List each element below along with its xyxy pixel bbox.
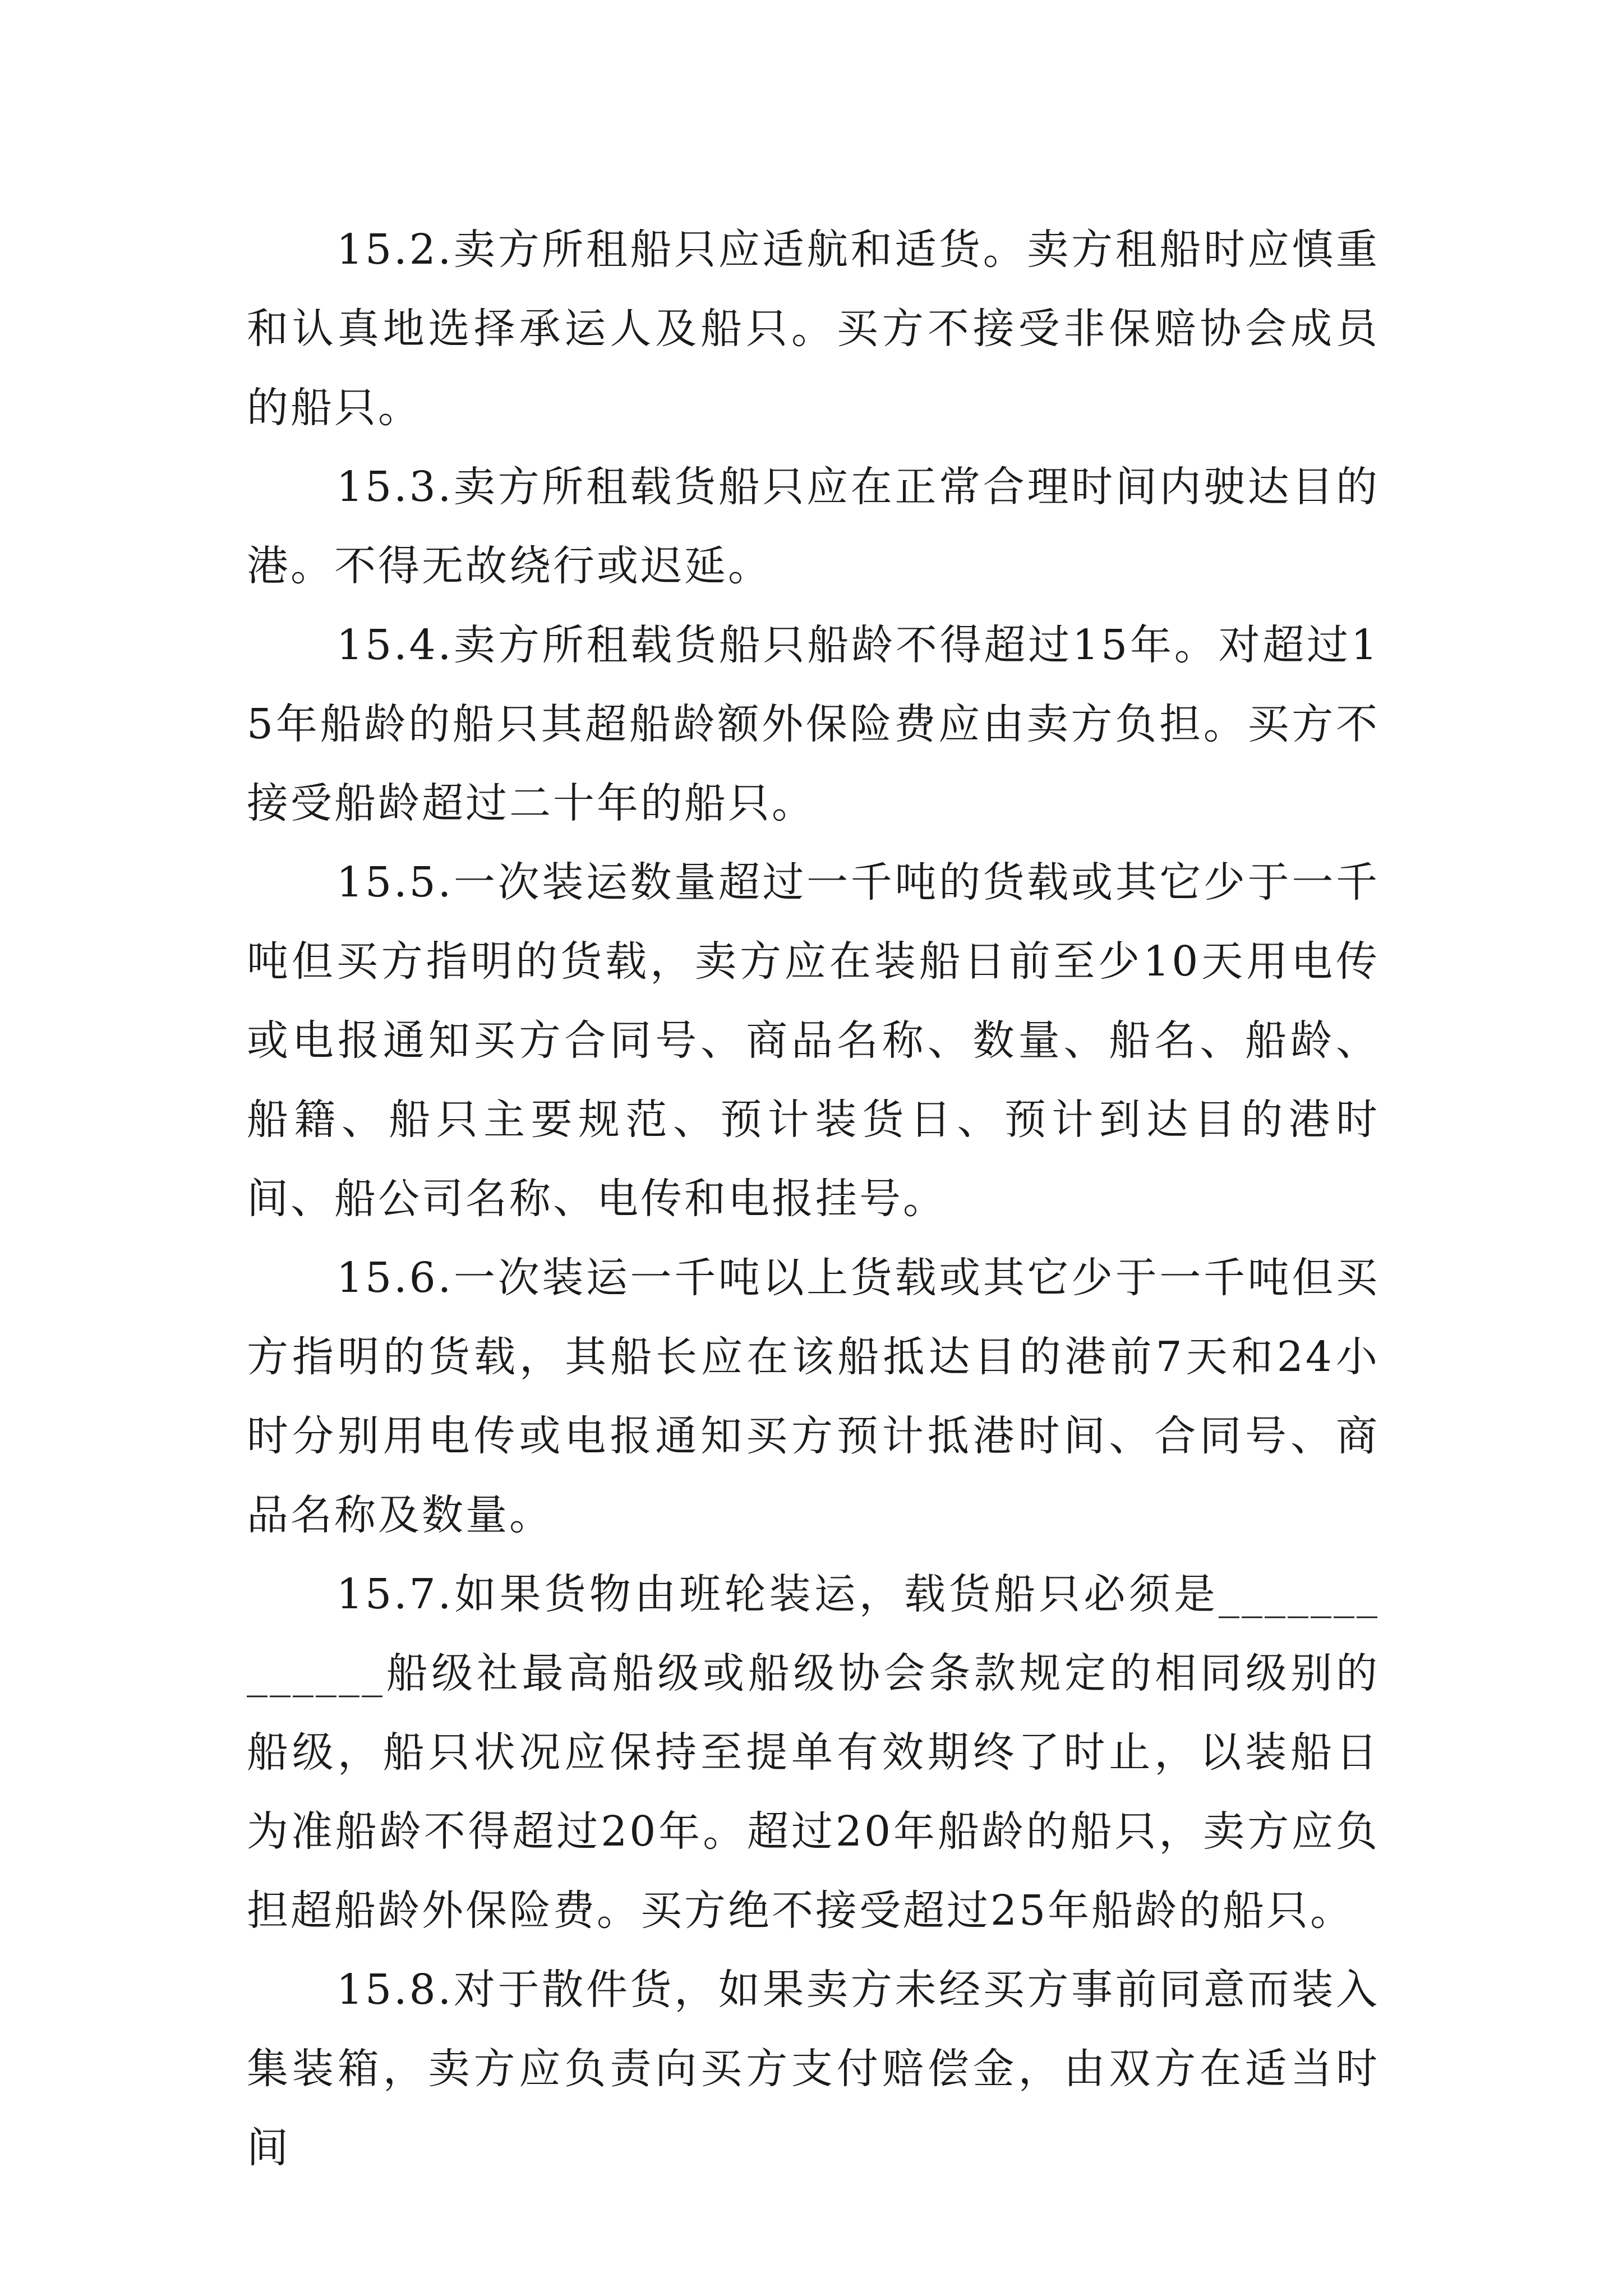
clause-15-6: 15.6.一次装运一千吨以上货载或其它少于一千吨但买方指明的货载，其船长应在该船抵达目的港前7天和24小时分别用电传或电报通知买方预计抵港时间、合同号、商品名称及数量。 xyxy=(247,1254,1380,1539)
clause-15-8: 15.8.对于散件货，如果卖方未经买方事前同意而装入集装箱，卖方应负责向买方支付赔偿金，由双方在适当时间 xyxy=(247,1966,1380,2172)
clause-15-2: 15.2.卖方所租船只应适航和适货。卖方租船时应慎重和认真地选择承运人及船只。买方不接受非保赔协会成员的船只。 xyxy=(247,226,1380,432)
document-body xyxy=(247,210,1380,2188)
clause-15-7: 15.7.如果货物由班轮装运，载货船只必须是_____________船级社最高船级或船级协会条款规定的相同级别的船级，船只状况应保持至提单有效期终了时止，以装船日为准船龄不得超过20年。超过20年船龄的船只，卖方应负担超船龄外保险费。买方绝不接受超过25年船龄的船只。 xyxy=(247,1570,1380,1935)
clause-15-3: 15.3.卖方所租载货船只应在正常合理时间内驶达目的港。不得无故绕行或迟延。 xyxy=(247,463,1380,590)
clause-15-4: 15.4.卖方所租载货船只船龄不得超过15年。对超过15年船龄的船只其超船龄额外保险费应由卖方负担。买方不接受船龄超过二十年的船只。 xyxy=(247,621,1380,827)
clause-15-5: 15.5.一次装运数量超过一千吨的货载或其它少于一千吨但买方指明的货载，卖方应在装船日前至少10天用电传或电报通知买方合同号、商品名称、数量、船名、船龄、船籍、船只主要规范、预计装货日、预计到达目的港时间、船公司名称、电传和电报挂号。 xyxy=(247,858,1380,1223)
